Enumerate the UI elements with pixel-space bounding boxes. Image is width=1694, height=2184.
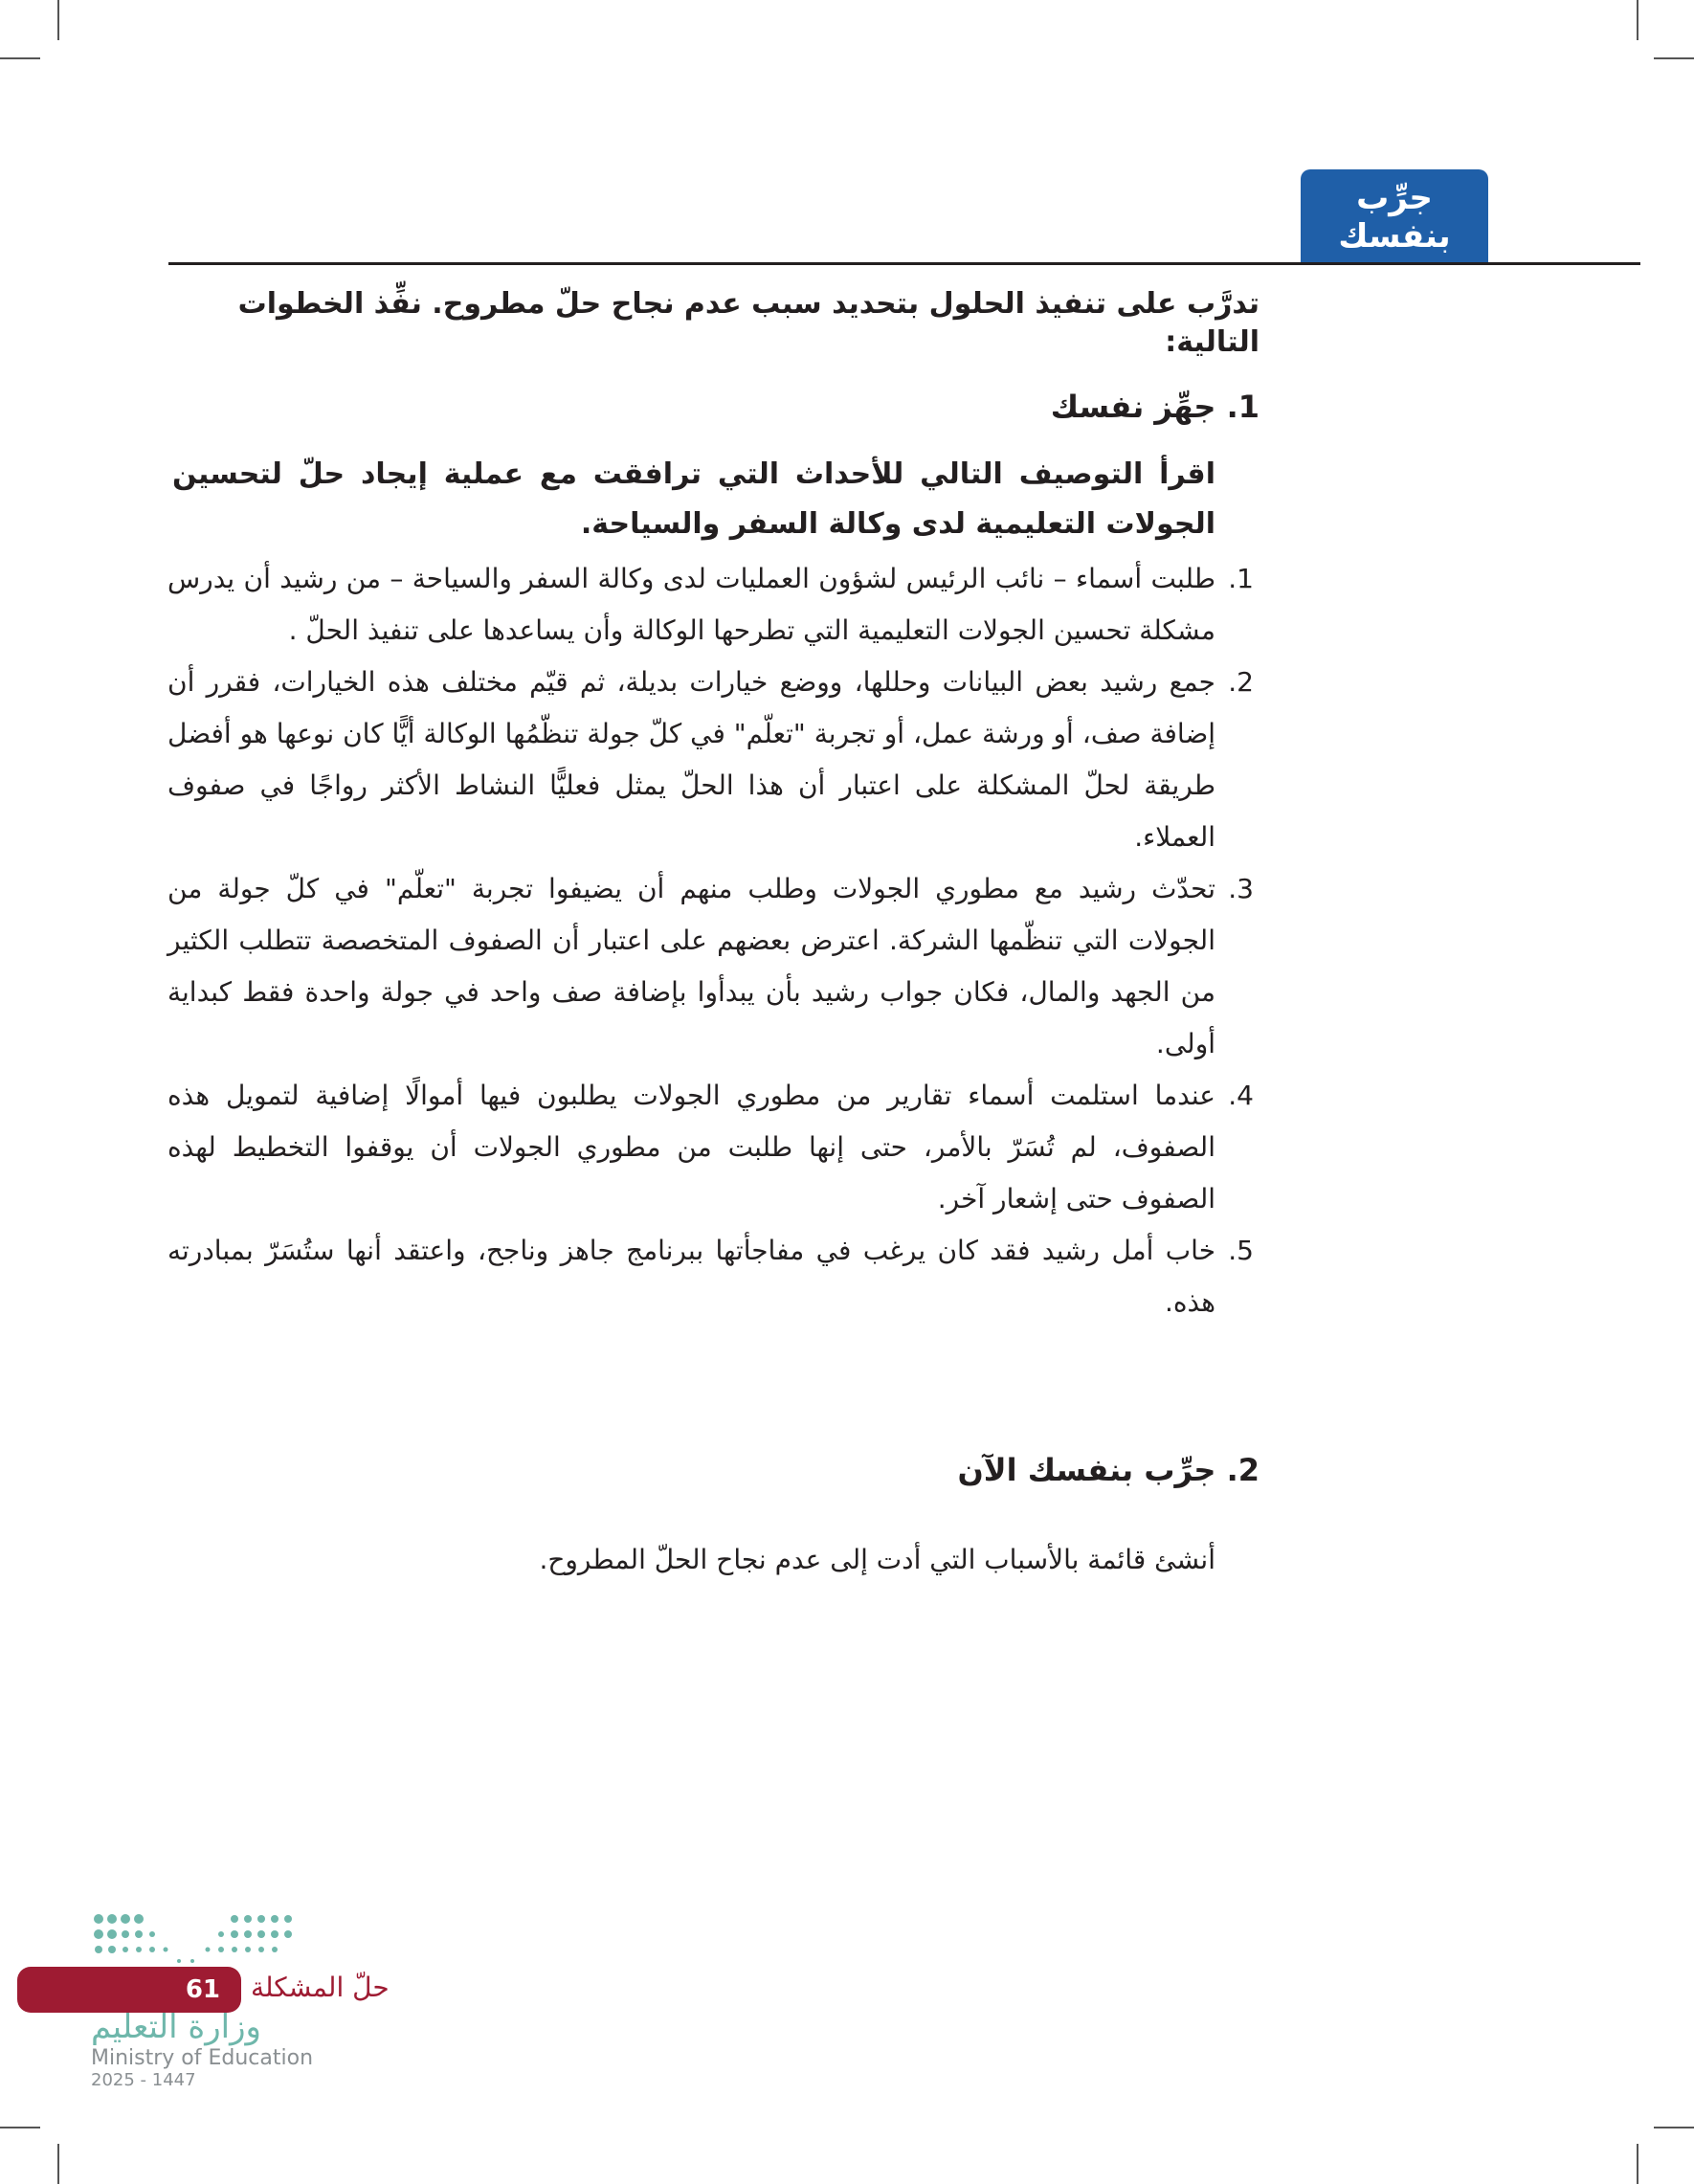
crop-mark: [1654, 2127, 1694, 2128]
step-text: تحدّث رشيد مع مطوري الجولات وطلب منهم أن يضيفوا تجربة "تعلّم" في كلّ جولة من الجولات التي تنظّمها الشركة. اعترض بعضهم على اعتبار أن الصفوف المتخصصة تتطلب الكثير من الجهد والمال، فكان جواب رشيد بأن يبدأوا بإضافة صف واحد في جولة واحدة فقط كبداية أولى.: [167, 873, 1215, 1059]
header-rule: [168, 262, 1640, 265]
section-1-lead: اقرأ التوصيف التالي للأحداث التي ترافقت مع عملية إيجاد حلّ لتحسين الجولات التعليمية لدى وكالة السفر والسياحة.: [172, 457, 1215, 541]
step-number: 3.: [1228, 873, 1254, 904]
crop-mark: [0, 2127, 40, 2128]
section-2-task: أنشئ قائمة بالأسباب التي أدت إلى عدم نجاح الحلّ المطروح.: [539, 1544, 1215, 1575]
crop-mark: [1637, 2144, 1638, 2184]
edition-year: 2025 - 1447: [91, 2070, 196, 2090]
list-item: [167, 553, 1254, 657]
ministry-name-en: Ministry of Education: [91, 2046, 314, 2070]
ministry-logo-dots-icon: [91, 1911, 311, 1969]
list-item: [167, 657, 1254, 863]
section-1-title: 1. جهِّز نفسك: [1050, 389, 1259, 425]
page-number: 61: [185, 1975, 220, 2004]
step-text: جمع رشيد بعض البيانات وحللها، ووضع خيارات بديلة، ثم قيّم مختلف هذه الخيارات، فقرر أن إضافة صف، أو ورشة عمل، أو تجربة "تعلّم" في كلّ جولة تنظّمُها الوكالة أيًّا كان نوعها هو أفضل طريقة لحلّ المشكلة على اعتبار أن هذا الحلّ يمثل فعليًّا النشاط الأكثر رواجًا في صفوف العملاء.: [167, 666, 1215, 853]
crop-mark: [0, 57, 40, 59]
chapter-label: حلّ المشكلة: [251, 1972, 390, 2003]
crop-mark: [57, 0, 59, 40]
step-text: طلبت أسماء – نائب الرئيس لشؤون العمليات لدى وكالة السفر والسياحة – من رشيد أن يدرس مشكلة تحسين الجولات التعليمية التي تطرحها الوكالة وأن يساعدها على تنفيذ الحلّ .: [167, 563, 1215, 646]
try-yourself-badge: [1301, 169, 1488, 265]
list-item: [167, 1070, 1254, 1225]
badge-line-2: بنفسك: [1338, 217, 1451, 256]
badge-line-1: جرِّب: [1356, 179, 1433, 217]
step-number: 5.: [1228, 1235, 1254, 1266]
list-item: [167, 863, 1254, 1070]
intro-text: تدرَّب على تنفيذ الحلول بتحديد سبب عدم نجاح حلّ مطروح. نفِّذ الخطوات التالية:: [237, 287, 1259, 359]
crop-mark: [57, 2144, 59, 2184]
steps-list: [167, 553, 1254, 1328]
list-item: [167, 1225, 1254, 1328]
crop-mark: [1654, 57, 1694, 59]
step-number: 4.: [1228, 1080, 1254, 1111]
step-text: عندما استلمت أسماء تقارير من مطوري الجولات يطلبون فيها أموالًا إضافية لتمويل هذه الصفوف، لم تُسَرّ بالأمر، حتى إنها طلبت من مطوري الجولات أن يوقفوا التخطيط لهذه الصفوف حتى إشعار آخر.: [167, 1080, 1215, 1215]
crop-mark: [1637, 0, 1638, 40]
section-2-title: 2. جرِّب بنفسك الآن: [957, 1452, 1259, 1488]
ministry-name-ar: وزارة التعليم: [91, 2008, 261, 2046]
step-number: 2.: [1228, 666, 1254, 698]
step-text: خاب أمل رشيد فقد كان يرغب في مفاجأتها ببرنامج جاهز وناجح، واعتقد أنها ستُسَرّ بمبادرته هذه.: [167, 1235, 1215, 1318]
page-number-bar: [17, 1967, 241, 2013]
step-number: 1.: [1228, 563, 1254, 594]
